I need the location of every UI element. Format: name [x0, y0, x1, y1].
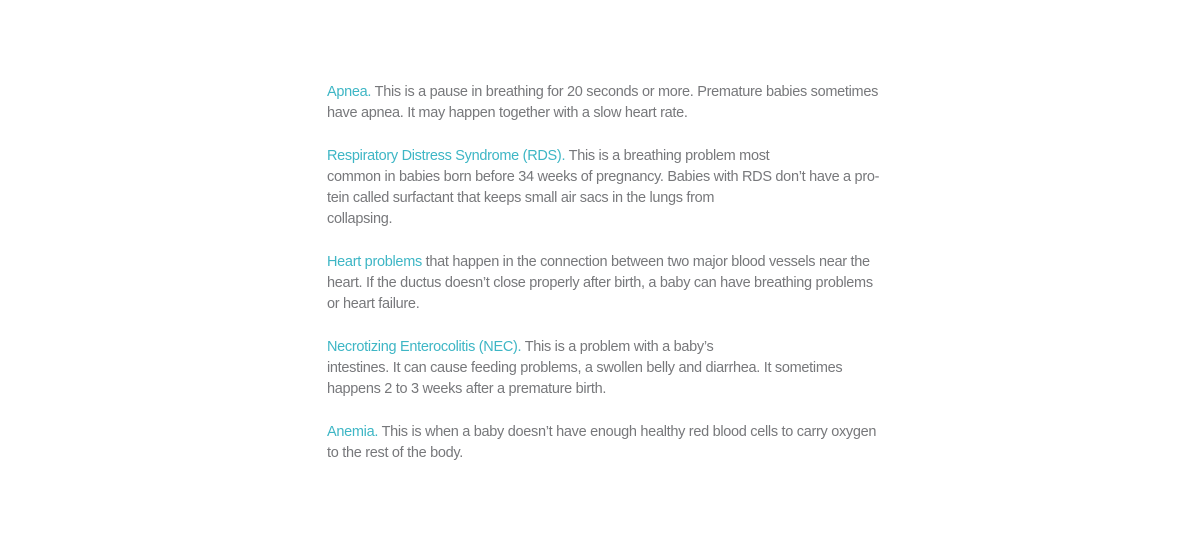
term-highlight: Apnea. — [327, 84, 372, 100]
paragraph-heart-problems — [327, 252, 1027, 316]
paragraph-rds — [327, 146, 1027, 231]
term-highlight: Anemia. — [327, 423, 379, 440]
term-highlight: Respiratory Distress Syndrome (RDS). — [327, 147, 566, 164]
paragraph-line: collapsing. — [327, 211, 393, 228]
paragraph-line: This is a breathing problem most — [568, 147, 770, 164]
paragraph-line: This is when a baby doesn’t have enough healthy red blood cells to carry oxygen — [381, 423, 877, 440]
paragraph-anemia — [327, 422, 1027, 465]
paragraph-line: tein called surfactant that keeps small air sacs in the lungs from — [327, 190, 715, 207]
paragraph-line: or heart failure. — [327, 296, 420, 313]
paragraph-line: have apnea. It may happen together with a slow heart rate. — [327, 105, 688, 122]
paragraph-line: common in babies born before 34 weeks of pregnancy. Babies with RDS don’t have a pro- — [327, 168, 880, 185]
term-highlight: Heart problems — [327, 253, 422, 270]
paragraph-apnea — [327, 82, 1027, 125]
term-highlight: Necrotizing Enterocolitis (NEC). — [327, 338, 522, 355]
paragraph-line: This is a pause in breathing for 20 seconds or more. Premature babies sometimes — [374, 84, 879, 100]
paragraph-line: to the rest of the body. — [327, 444, 464, 461]
paragraph-line: This is a problem with a baby’s — [524, 338, 714, 355]
text-column — [327, 82, 1027, 485]
paragraph-line: heart. If the ductus doesn’t close properly after birth, a baby can have breathing problems — [327, 275, 873, 292]
paragraph-nec — [327, 337, 1027, 401]
paragraph-line: that happen in the connection between two major blood vessels near the — [425, 253, 870, 270]
paragraph-line: intestines. It can cause feeding problems, a swollen belly and diarrhea. It sometimes — [327, 359, 843, 376]
paragraph-line: happens 2 to 3 weeks after a premature birth. — [327, 381, 607, 398]
